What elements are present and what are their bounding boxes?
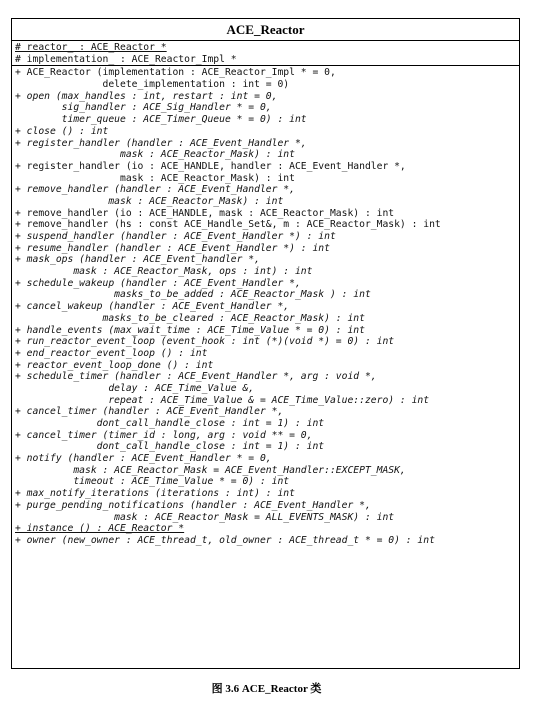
operation-line: + cancel_timer (handler : ACE_Event_Handler *, xyxy=(15,406,284,418)
operation-line: + register_handler (io : ACE_HANDLE, handler : ACE_Event_Handler *, xyxy=(15,160,406,172)
operation-line: mask : ACE_Reactor_Mask = ACE_Event_Handler::EXCEPT_MASK, xyxy=(15,464,406,476)
operation-line: + open (max_handles : int, restart : int = 0, xyxy=(15,90,278,102)
operation-line: + handle_events (max_wait_time : ACE_Time_Value * = 0) : int xyxy=(15,324,365,336)
operation-line: + register_handler (handler : ACE_Event_Handler *, xyxy=(15,137,307,149)
operation-line: + remove_handler (io : ACE_HANDLE, mask : ACE_Reactor_Mask) : int xyxy=(15,207,395,219)
operation-line: + mask_ops (handler : ACE_Event_handler *, xyxy=(15,254,260,266)
operation-line: sig_handler : ACE_Sig_Handler * = 0, xyxy=(15,102,272,114)
operation-line: + run_reactor_event_loop (event_hook : int (*)(void *) = 0) : int xyxy=(15,336,395,348)
operation-line: + remove_handler (hs : const ACE_Handle_Set&, m : ACE_Reactor_Mask) : int xyxy=(15,219,441,231)
operation-line: + ACE_Reactor (implementation : ACE_Reactor_Impl * = 0, xyxy=(15,67,336,79)
operation-line: mask : ACE_Reactor_Mask) : int xyxy=(15,172,295,184)
operation-line: + resume_handler (handler : ACE_Event_Handler *) : int xyxy=(15,242,330,254)
operation-line: timeout : ACE_Time_Value * = 0) : int xyxy=(15,476,290,488)
operation-line: + max_notify_iterations (iterations : int) : int xyxy=(15,488,295,500)
operation-line: + schedule_timer (handler : ACE_Event_Handler *, arg : void *, xyxy=(15,371,377,383)
operation-line: delete_implementation : int = 0) xyxy=(15,79,290,91)
operation-line: repeat : ACE_Time_Value & = ACE_Time_Value::zero) : int xyxy=(15,394,430,406)
uml-class-box xyxy=(11,18,520,669)
operation-line: + purge_pending_notifications (handler : ACE_Event_Handler *, xyxy=(15,499,371,511)
class-name: ACE_Reactor xyxy=(12,19,519,41)
operation-line: + owner (new_owner : ACE_thread_t, old_owner : ACE_thread_t * = 0) : int xyxy=(15,534,435,546)
operation-line: + reactor_event_loop_done () : int xyxy=(15,359,214,371)
operation-line: + end_reactor_event_loop () : int xyxy=(15,347,208,359)
operation-line: delay : ACE_Time_Value &, xyxy=(15,382,255,394)
operation-line: mask : ACE_Reactor_Mask = ALL_EVENTS_MASK) : int xyxy=(15,511,395,523)
operation-line: + instance () : ACE_Reactor * xyxy=(15,523,185,535)
operation-line: + close () : int xyxy=(15,125,109,137)
operation-line: + suspend_handler (handler : ACE_Event_Handler *) : int xyxy=(15,231,336,242)
operation-line: masks_to_be_added : ACE_Reactor_Mask ) : int xyxy=(15,289,371,301)
operations-section xyxy=(12,66,519,546)
operation-line: + cancel_wakeup (handler : ACE_Event_Handler *, xyxy=(15,301,290,313)
operation-line: + cancel_timer (timer_id : long, arg : void ** = 0, xyxy=(15,429,313,441)
operation-line: mask : ACE_Reactor_Mask) : int xyxy=(15,195,284,207)
operation-line: mask : ACE_Reactor_Mask, ops : int) : int xyxy=(15,266,313,278)
operation-line: masks_to_be_cleared : ACE_Reactor_Mask) : int xyxy=(15,312,365,324)
operation-line: timer_queue : ACE_Timer_Queue * = 0) : int xyxy=(15,114,307,126)
operation-line: dont_call_handle_close : int = 1) : int xyxy=(15,418,325,429)
operation-line: mask : ACE_Reactor_Mask) : int xyxy=(15,149,295,161)
attributes-section xyxy=(12,41,519,66)
operation-line: + remove_handler (handler : ACE_Event_Handler *, xyxy=(15,184,295,196)
attribute-line: # reactor_ : ACE_Reactor * xyxy=(15,42,167,53)
attribute-line: # implementation_ : ACE_Reactor_Impl * xyxy=(15,53,237,65)
operation-line: dont_call_handle_close : int = 1) : int xyxy=(15,441,325,453)
operation-line: + notify (handler : ACE_Event_Handler * = 0, xyxy=(15,453,272,465)
operation-line: + schedule_wakeup (handler : ACE_Event_Handler *, xyxy=(15,277,301,289)
figure-caption: 图 3.6 ACE_Reactor 类 xyxy=(211,683,322,695)
